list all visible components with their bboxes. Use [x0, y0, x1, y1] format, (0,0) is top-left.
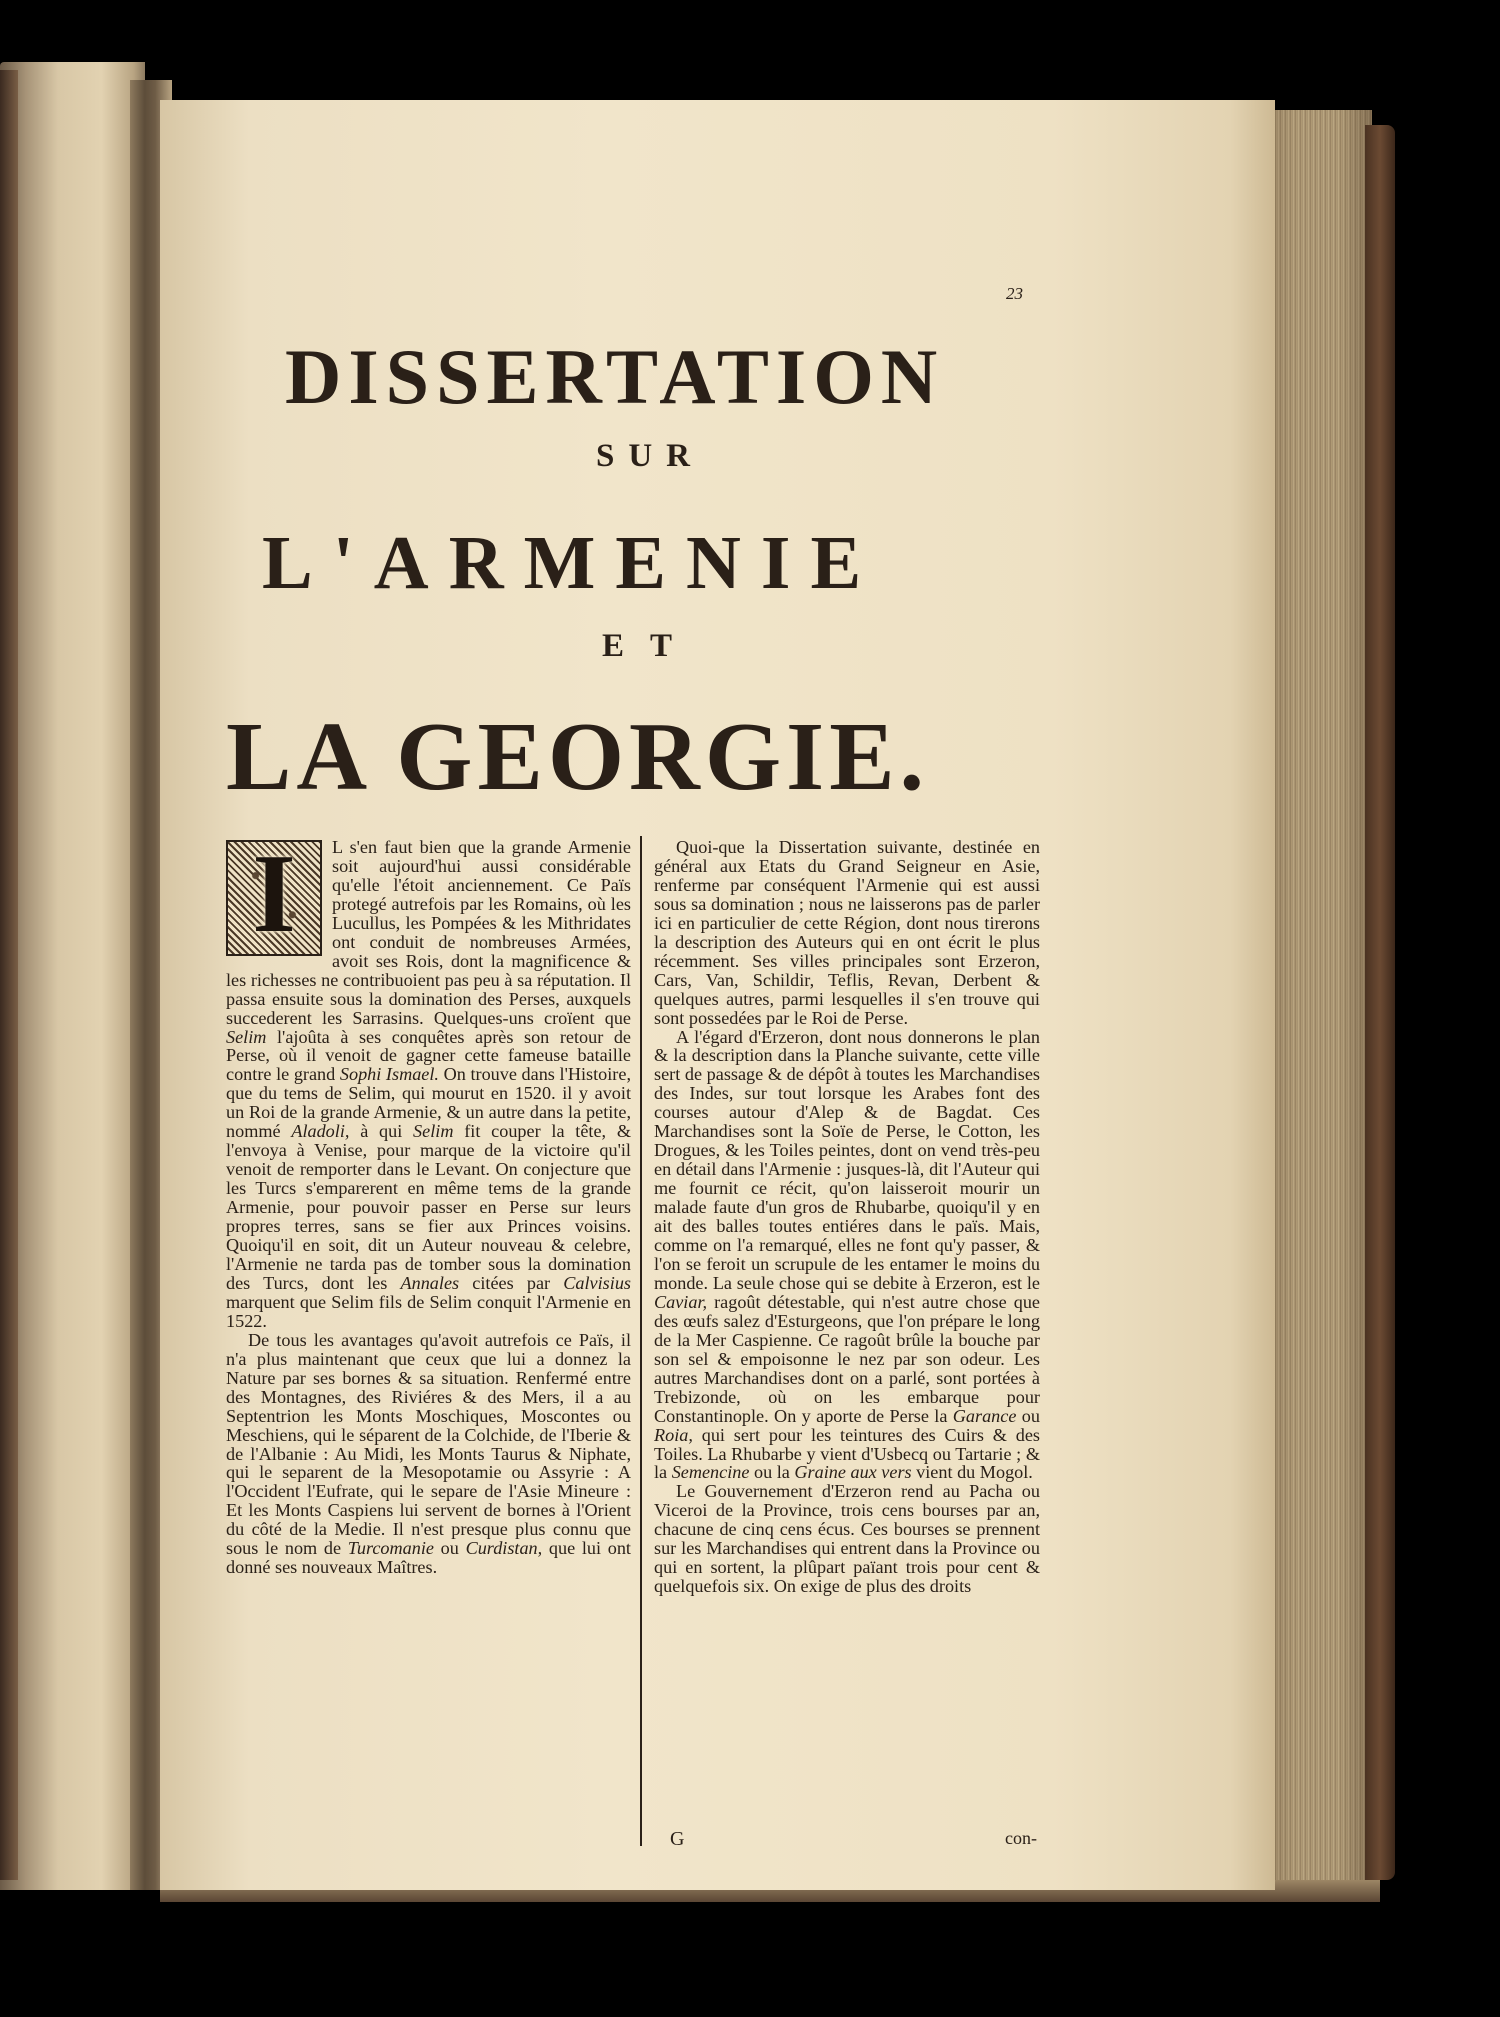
title-georgie: LA GEORGIE.: [226, 703, 930, 811]
title-dissertation: DISSERTATION: [285, 333, 945, 420]
left-paragraph-1: I L s'en faut bien que la grande Armenie soit aujourd'hui aussi considérable qu'elle l'étoit anciennement. Ce Païs protegé autrefois par les Romains, où les Lucullus, les Pompées & les Mithridates ont conduit de nombreuses Armées, avoit ses Rois, dont la magnificence & les richesses ne contribuoient pas peu à sa réputation. Il passa ensuite sous la domination des Perses, auxquels succederent les Sarrasins. Quelques-uns croïent que Selim l'ajoûta à ses conquêtes après son retour de Perse, où il venoit de gagner cette fameuse bataille contre le grand Sophi Ismael. On trouve dans l'Histoire, que du tems de Selim, qui mourut en 1520. il y avoit un Roi de la grande Armenie, & un autre dans la petite, nommé Aladoli, à qui Selim fit couper la tête, & l'envoya à Venise, pour marque de la victoire qu'il venoit de remporter dans le Levant. On conjecture que les Turcs s'emparerent en même tems de la grande Armenie, pour pouvoir passer en Perse sur leurs propres terres, sans se fier aux Princes voisins. Quoiqu'il en soit, dit un Auteur nouveau & celebre, l'Armenie ne tarda pas de tomber sous la domination des Turcs, dont les Annales citées par Calvisius marquent que Selim fils de Selim conquit l'Armenie en 1522.: [226, 832, 631, 1331]
right-cover-edge: [1365, 125, 1395, 1880]
right-column: [654, 838, 1040, 1596]
signature-mark: G: [670, 1828, 685, 1850]
title-armenie: L'ARMENIE: [262, 521, 882, 605]
left-cover-edge: [0, 70, 18, 1880]
title-sur: SUR: [595, 438, 705, 474]
left-column: [226, 832, 631, 1578]
left-paragraph-2: De tous les avantages qu'avoit autrefois ce Païs, il n'a plus maintenant que ceux que lui a donnez la Nature par ses bornes & sa situation. Renfermé entre des Montagnes, des Riviéres & des Mers, il a au Septentrion les Monts Moschiques, Moscontes ou Meschiens, qui le séparent de la Colchide, de l'Iberie & de l'Albanie : Au Midi, les Monts Taurus & Niphate, qui le separent de la Mesopotamie ou Assyrie : A l'Occident l'Eufrate, qui le separe de l'Asie Mineure : Et les Monts Caspiens lui servent de bornes à l'Orient du côté de la Medie. Il n'est presque plus connu que sous le nom de Turcomanie ou Curdistan, que lui ont donné ses nouveaux Maîtres.: [226, 1329, 631, 1578]
right-paragraph-1: Quoi-que la Dissertation suivante, destinée en général aux Etats du Grand Seigneur en Asie, renferme par conséquent l'Armenie qui est aussi sous sa domination ; nous ne laisserons pas de parler ici en particulier de cette Région, dont nous tirerons la description des Auteurs qui en ont écrit le plus récemment. Ses villes principales sont Erzeron, Cars, Van, Schildir, Teflis, Revan, Derbent & quelques autres, parmi lesquelles il s'en trouve qui sont possedées par le Roi de Perse.: [654, 837, 1040, 1028]
right-paragraph-2: A l'égard d'Erzeron, dont nous donnerons le plan & la description dans la Planche suivante, cette ville sert de passage & de dépôt à toutes les Marchandises des Indes, sur tout lorsque les Arabes font des courses autour d'Alep & de Bagdat. Ces Marchandises sont la Soïe de Perse, le Cotton, les Drogues, & les Toiles peintes, dont on vend très-peu en détail dans l'Armenie : jusques-là, dit l'Auteur qui me fournit ce récit, qu'on laisseroit mourir un malade faute d'un gros de Rhubarbe, quoiqu'il y en ait des balles toutes entiéres dans le païs. Mais, comme on l'a remarqué, elles ne font qu'y passer, & l'on se feroit un scrupule de les entamer le moins du monde. La seule chose qui se debite à Erzeron, est le Caviar, ragoût détestable, qui n'est autre chose que des œufs salez d'Esturgeons, que l'on prépare le long de la Mer Caspienne. Ce ragoût brûle la bouche par son sel & empoisonne le nez par son odeur. Les autres Marchandises dont on a parlé, sont portées à Trebizonde, où on les embarque pour Constantinople. On y aporte de Perse la Garance ou Roia, qui sert pour les teintures des Cuirs & des Toiles. La Rhubarbe y vient d'Usbecq ou Tartarie ; & la Semencine ou la Graine aux vers vient du Mogol.: [654, 1026, 1040, 1483]
page-block-shadow: [1262, 110, 1372, 1890]
catchword: con-: [1005, 1828, 1037, 1848]
title-et: ET: [601, 628, 699, 664]
ornamental-drop-cap: I: [226, 840, 322, 956]
column-rule: [640, 836, 642, 1846]
page-number: 23: [1006, 284, 1023, 303]
right-paragraph-3: Le Gouvernement d'Erzeron rend au Pacha ou Viceroi de la Province, trois cens bourses par an, chacune de cinq cens écus. Ces bourses se prennent sur les Marchandises qui entrent dans la Province ou qui en sortent, la plûpart païant trois pour cent & quelquefois six. On exige de plus des droits: [654, 1481, 1040, 1597]
left-page: [0, 62, 145, 1890]
